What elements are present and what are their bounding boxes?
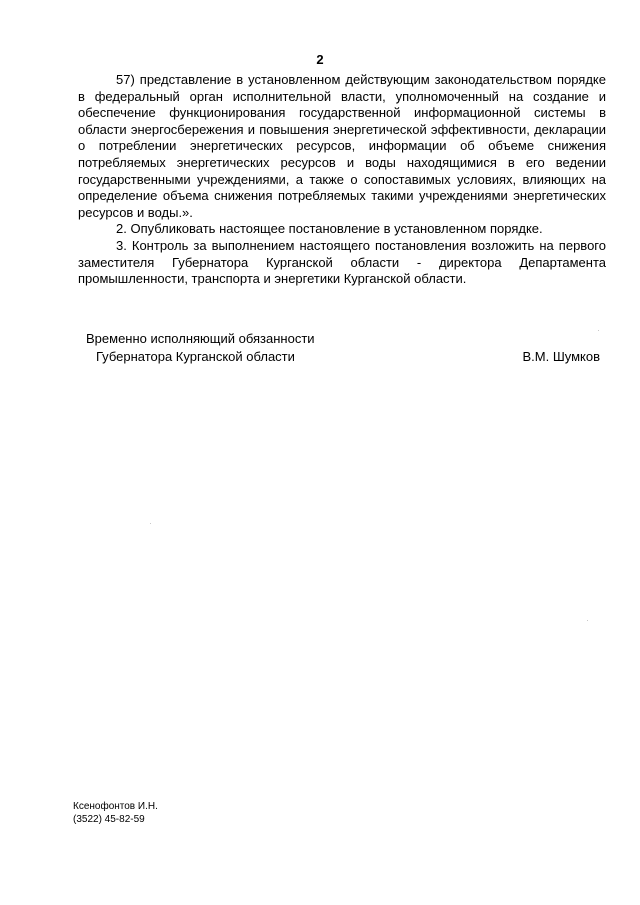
paragraph-control: 3. Контроль за выполнением настоящего постановления возложить на первого заместителя Губернатора Курганской области - директора Департамента промышленности, транспорта и энергетики Курганской области.	[78, 237, 606, 287]
signatory-title-line2: Губернатора Курганской области	[96, 349, 295, 364]
scan-speck	[598, 330, 599, 331]
executor-footer	[73, 800, 158, 826]
executor-phone: (3522) 45-82-59	[73, 814, 145, 825]
executor-name: Ксенофонтов И.Н.	[73, 801, 158, 812]
signatory-title-line1: Временно исполняющий обязанности	[86, 331, 315, 346]
page-number: 2	[316, 52, 324, 67]
document-body	[78, 72, 606, 288]
scan-speck	[150, 523, 151, 524]
paragraph-publish: 2. Опубликовать настоящее постановление в установленном порядке.	[116, 221, 543, 237]
signatory-name: В.М. Шумков	[522, 349, 600, 364]
scan-speck	[587, 620, 588, 621]
paragraph-item-57: 57) представление в установленном действующим законодательством порядке в федеральный орган исполнительной власти, уполномоченный на создание и обеспечение функционирования государственной информационной системы в области энергосбережения и повышения энергетической эффективности, декларации о потреблении энергетических ресурсов, информации об объеме снижения потребляемых энергетических ресурсов и воды находящимися в его ведении государственными учреждениями, а также о сопоставимых условиях, влияющих на определение объема снижения потребляемых такими учреждениями энергетических ресурсов и воды.».	[78, 72, 606, 220]
